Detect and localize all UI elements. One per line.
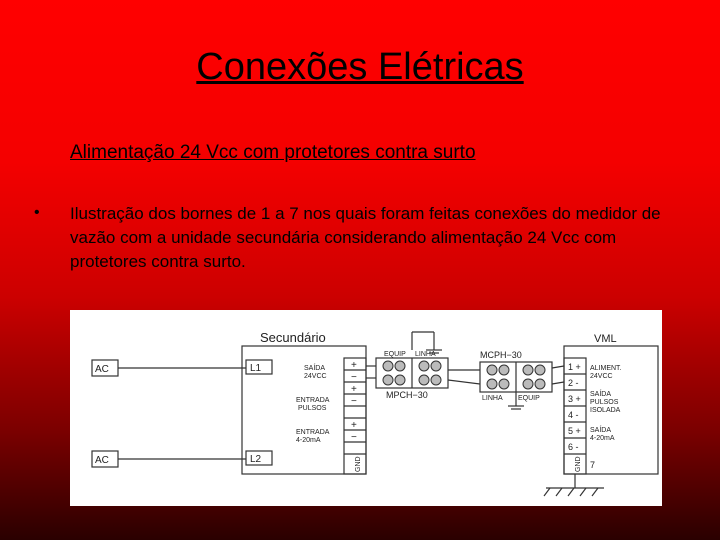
secundario-label: Secundário xyxy=(260,330,326,345)
aliment-label-2: 24VCC xyxy=(590,373,613,380)
vml-label: VML xyxy=(594,333,617,345)
terminal-6: 6 - xyxy=(568,442,579,452)
saida-24vcc-label-1: SAÍDA xyxy=(304,365,326,372)
aliment-label-1: ALIMENT. xyxy=(590,365,622,372)
entrada-pulsos-label-1: ENTRADA xyxy=(296,397,330,404)
l1-label: L1 xyxy=(250,363,262,374)
terminal-2: 2 - xyxy=(568,378,579,388)
saida-ma-label-2: 4-20mA xyxy=(590,435,615,442)
linha-top-label: LINHA xyxy=(415,351,436,358)
ac-top-label: AC xyxy=(95,364,109,375)
wiring-diagram xyxy=(70,310,662,506)
sec-plus-3: + xyxy=(351,420,357,431)
equip-top-label: EQUIP xyxy=(384,351,406,358)
slide-subtitle: Alimentação 24 Vcc com protetores contra surto xyxy=(70,142,476,163)
sec-minus-3: − xyxy=(351,432,357,443)
saida-pulsos-label-3: ISOLADA xyxy=(590,407,621,414)
bullet-marker: • xyxy=(34,204,40,221)
saida-ma-label-1: SAÍDA xyxy=(590,427,612,434)
saida-pulsos-label-1: SAÍDA xyxy=(590,391,612,398)
mpch-label: MPCH−30 xyxy=(386,390,428,400)
linha-bottom-label: LINHA xyxy=(482,395,503,402)
sec-gnd-label: GND xyxy=(355,456,362,472)
terminal-1: 1 + xyxy=(568,362,581,372)
sec-minus-1: − xyxy=(351,372,357,383)
l2-label: L2 xyxy=(250,454,262,465)
saida-24vcc-label-2: 24VCC xyxy=(304,373,327,380)
entrada-pulsos-label-2: PULSOS xyxy=(298,405,327,412)
terminal-7: 7 xyxy=(590,460,596,470)
slide-title: Conexões Elétricas xyxy=(196,46,524,88)
mcph-label: MCPH−30 xyxy=(480,350,522,360)
terminal-5: 5 + xyxy=(568,426,581,436)
terminal-3: 3 + xyxy=(568,394,581,404)
vml-gnd-label: GND xyxy=(575,456,582,472)
sec-plus-1: + xyxy=(351,360,357,371)
saida-pulsos-label-2: PULSOS xyxy=(590,399,619,406)
terminal-4: 4 - xyxy=(568,410,579,420)
sec-plus-2: + xyxy=(351,384,357,395)
entrada-ma-label-2: 4-20mA xyxy=(296,437,321,444)
ac-bottom-label: AC xyxy=(95,455,109,466)
equip-bottom-label: EQUIP xyxy=(518,395,540,402)
bullet-text: Ilustração dos bornes de 1 a 7 nos quais foram feitas conexões do medidor de vazão com a unidade secundária considerando alimentação 24 Vcc com protetores contra surto. xyxy=(70,204,661,271)
sec-minus-2: − xyxy=(351,396,357,407)
entrada-ma-label-1: ENTRADA xyxy=(296,429,330,436)
wiring-diagram-svg xyxy=(70,310,662,506)
